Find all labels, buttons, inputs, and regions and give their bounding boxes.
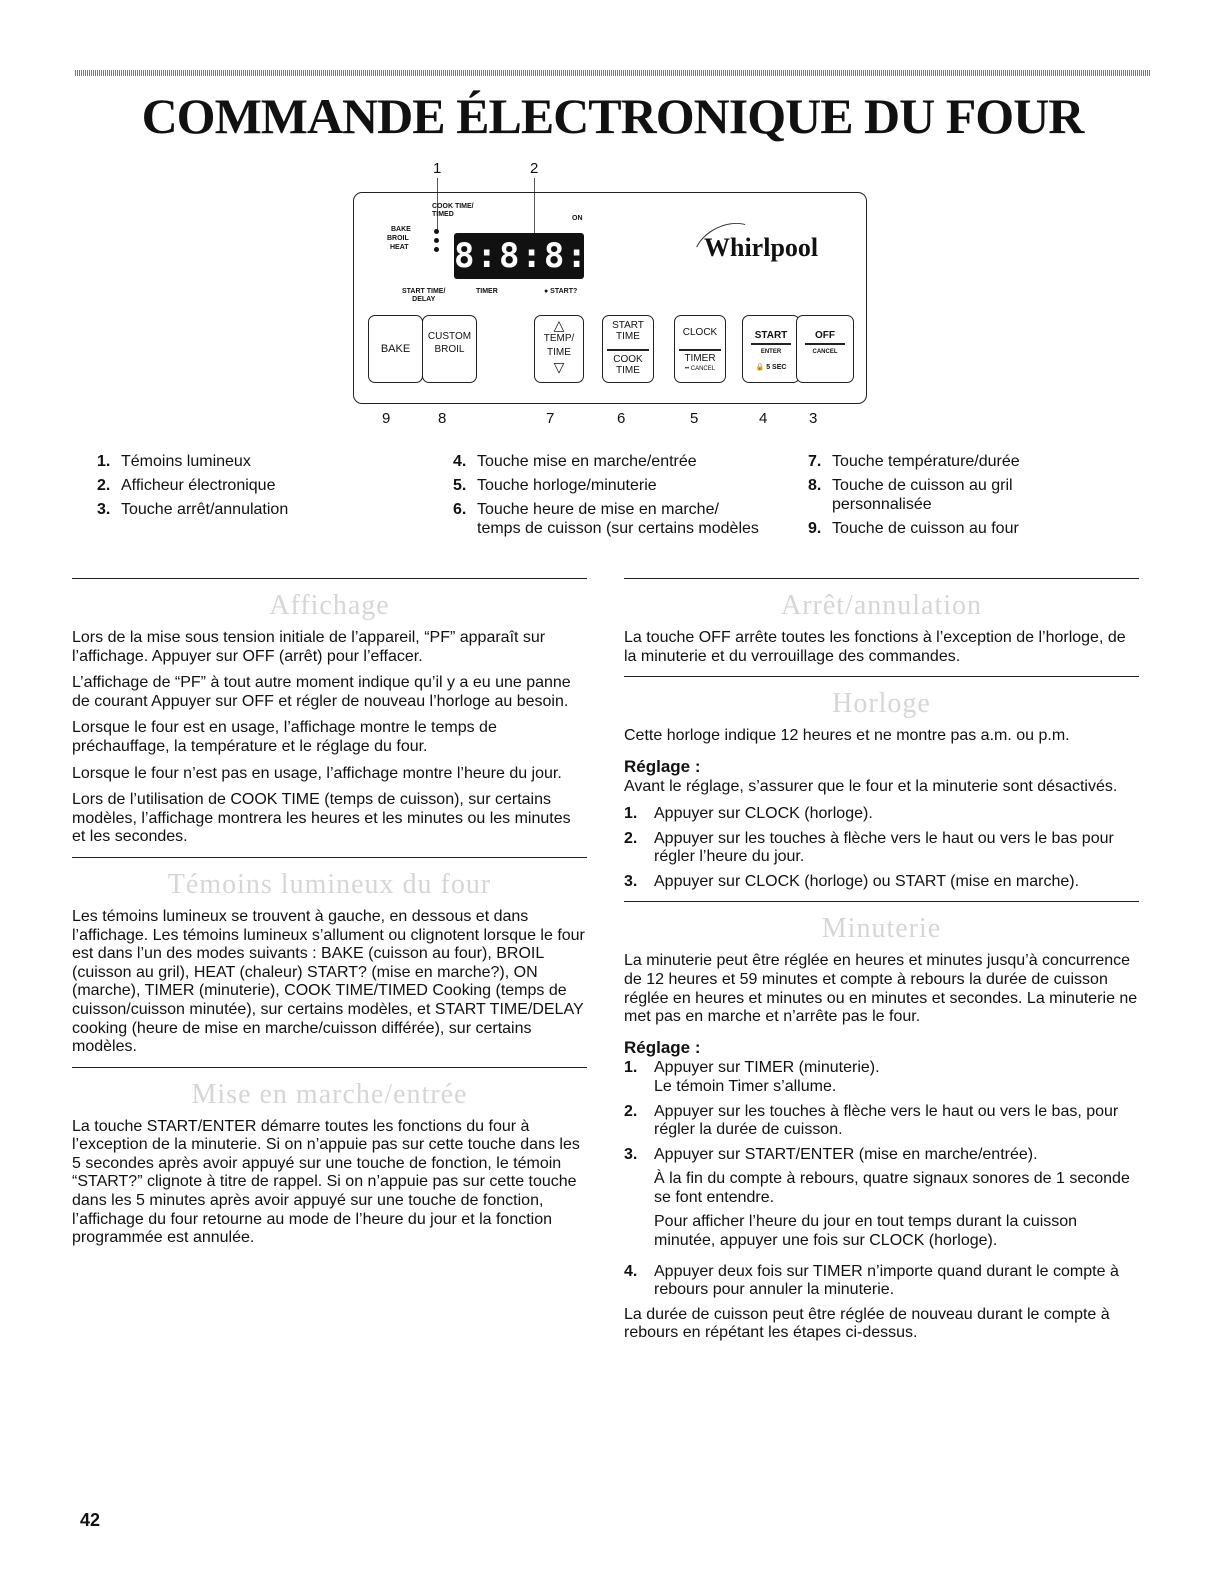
section-heading: Horloge <box>832 688 931 720</box>
callout-8: 8 <box>438 410 447 427</box>
section-heading: Affichage <box>269 590 390 621</box>
step <box>624 830 1139 867</box>
start-underline <box>751 343 791 345</box>
legend-number: 7. <box>808 453 822 470</box>
step-text: Appuyer sur les touches à flèche vers le haut ou vers le bas pour régler l’heure du jour. <box>654 829 1114 866</box>
section-horloge <box>624 676 1139 891</box>
step-number: 1. <box>624 1059 638 1077</box>
start-key-label: START <box>754 330 788 341</box>
legend-item <box>453 500 763 538</box>
bake-indicator-light <box>434 229 439 234</box>
left-column <box>72 578 587 1256</box>
paragraph: L’affichage de “PF” à tout autre moment indique qu’il y a eu une panne de courant Appuyer sur OFF et régler de nouveau l’horloge au besoin. <box>72 674 571 710</box>
step-text: Pour afficher l’heure du jour en tout temps durant la cuisson minutée, appuyer une fois sur CLOCK (horloge). <box>654 1213 1078 1250</box>
section-heading: Minuterie <box>821 913 942 945</box>
legend-item <box>808 452 1068 471</box>
callout-1: 1 <box>433 160 442 177</box>
whirlpool-logo: Whirlpool <box>704 233 819 262</box>
cook-timed-indicator-label: COOK TIME/ TIMED <box>432 203 474 218</box>
section-mise-en-marche <box>72 1067 587 1248</box>
legend-text: Touche heure de mise en marche/ temps de cuisson (sur certains modèles <box>477 501 759 537</box>
callout-7: 7 <box>546 410 555 427</box>
callout-3: 3 <box>809 410 818 427</box>
step-number: 3. <box>624 1145 638 1163</box>
legend-text: Touche de cuisson au gril personnalisée <box>832 477 1013 513</box>
step <box>624 873 1139 892</box>
legend-number: 2. <box>97 477 111 494</box>
step-text: À la fin du compte à rebours, quatre signaux sonores de 1 seconde se font entendre. <box>654 1170 1130 1206</box>
start-time-cook-time-key[interactable] <box>602 315 654 383</box>
timer-label[interactable]: TIMER <box>684 353 716 364</box>
legend-text: Afficheur électronique <box>121 477 276 494</box>
section-temoins <box>72 857 587 1057</box>
paragraph: La touche OFF arrête toutes les fonctions à l’exception de l’horloge, de la minuterie et du verrouillage des commandes. <box>624 629 1126 665</box>
legend-column-1 <box>97 452 427 524</box>
bake-key[interactable] <box>368 315 423 383</box>
heat-indicator-light <box>434 247 439 252</box>
step-number: 2. <box>624 829 638 847</box>
off-cancel-key[interactable] <box>796 315 854 383</box>
step <box>624 805 1139 824</box>
section-arret <box>624 578 1139 666</box>
oven-control-panel <box>353 192 867 404</box>
step-number: 2. <box>624 1102 638 1120</box>
step <box>624 1103 1139 1140</box>
down-arrow-icon[interactable]: ▽ <box>553 359 565 375</box>
legend-item <box>97 476 427 495</box>
enter-key-label: ENTER <box>760 349 782 355</box>
section-affichage <box>72 578 587 847</box>
heat-indicator-label: HEAT <box>390 244 409 251</box>
paragraph: Lors de la mise sous tension initiale de l’appareil, “PF” apparaît sur l’affichage. Appuyer sur OFF (arrêt) pour l’effacer. <box>72 629 546 665</box>
step-text: Appuyer sur CLOCK (horloge) ou START (mise en marche). <box>654 872 1080 890</box>
broil-indicator-light <box>434 238 439 243</box>
section-heading: Témoins lumineux du four <box>167 868 492 900</box>
callout-6: 6 <box>617 410 626 427</box>
step <box>624 1059 1139 1096</box>
legend-number: 3. <box>97 501 111 518</box>
lock-icon: 🔒 5 SEC <box>755 364 787 371</box>
step-number: 1. <box>624 804 638 822</box>
callout-9: 9 <box>382 410 391 427</box>
paragraph: Cette horloge indique 12 heures et ne montre pas a.m. ou p.m. <box>624 727 1070 745</box>
top-decorative-rule <box>75 70 1150 76</box>
step <box>624 1263 1139 1300</box>
electronic-display: 8:8:8:8 <box>454 233 584 279</box>
step-text: Appuyer sur les touches à flèche vers le haut ou vers le bas, pour régler la durée de cuisson. <box>654 1102 1119 1139</box>
step-number: 4. <box>624 1262 638 1280</box>
key-divider <box>607 349 649 351</box>
legend-number: 5. <box>453 477 467 494</box>
section-heading: Mise en marche/entrée <box>191 1078 468 1110</box>
section-minuterie <box>624 901 1139 1343</box>
subheading: Réglage : <box>624 756 701 776</box>
start-enter-key[interactable] <box>742 315 800 383</box>
up-arrow-icon[interactable]: △ <box>553 317 565 333</box>
page-title: COMMANDE ÉLECTRONIQUE DU FOUR <box>141 88 1084 144</box>
clock-label[interactable]: CLOCK <box>682 327 718 338</box>
bake-indicator-label: BAKE <box>391 226 411 233</box>
right-column <box>624 578 1139 1351</box>
legend-text: Témoins lumineux <box>121 453 251 470</box>
control-panel-figure <box>345 160 885 435</box>
subheading: Réglage : <box>624 1037 701 1057</box>
off-underline <box>805 343 845 345</box>
legend-item <box>97 500 427 519</box>
step-number: 3. <box>624 872 638 890</box>
legend-item <box>808 476 1068 514</box>
legend-column-3 <box>808 452 1068 543</box>
legend-text: Touche de cuisson au four <box>832 520 1019 537</box>
legend-number: 4. <box>453 453 467 470</box>
legend-number: 1. <box>97 453 111 470</box>
off-key-label: OFF <box>815 330 835 341</box>
cancel-key-label: CANCEL <box>812 349 838 355</box>
legend-text: Touche horloge/minuterie <box>477 477 657 494</box>
legend-item <box>453 476 763 495</box>
bake-key-label: BAKE <box>380 343 411 355</box>
legend-text: Touche température/durée <box>832 453 1020 470</box>
paragraph: La minuterie peut être réglée en heures et minutes jusqu’à concurrence de 12 heures et 59 minutes et compte à rebours la durée de cuisson réglée en heures et minutes ou en minutes et secondes. La minuterie ne met pas en marche et n’arrête pas le four. <box>624 952 1138 1026</box>
on-indicator-label: ON <box>572 215 583 222</box>
paragraph: La touche START/ENTER démarre toutes les fonctions du four à l’exception de la minuterie. Si on n’appuie pas sur cette touche dans les 5 secondes après avoir appuyé sur une touche de fonction, le témoin “START?” clignote à titre de rappel. Si on n’appuie pas sur cette touche dans les 5 minutes après avoir appuyé sur une touche de fonction, l’affichage du four retourne au mode de l’heure du jour et la fonction programmée est annulée. <box>72 1117 580 1247</box>
custom-broil-key-label: CUSTOM BROIL <box>427 331 472 355</box>
timer-cancel-sublabel: •• CANCEL <box>684 366 716 372</box>
paragraph: Avant le réglage, s’assurer que le four et la minuterie sont désactivés. <box>624 778 1118 796</box>
legend-number: 8. <box>808 477 822 494</box>
callout-4: 4 <box>759 410 768 427</box>
paragraph: Les témoins lumineux se trouvent à gauche, en dessous et dans l’affichage. Les témoins lumineux s’allument ou clignotent lorsque le four est dans l’un des modes suivants : BAKE (cuisson au four), BROIL (cuisson au gril), HEAT (chaleur) START? (mise en marche?), ON (marche), TIMER (minuterie), COOK TIME/TIMED Cooking (temps de cuisson/cuisson minutée), sur certains modèles, et START TIME/DELAY cooking (heure de mise en marche/cuisson différée), sur certains modèles. <box>72 907 585 1056</box>
step-text: Appuyer sur TIMER (minuterie). <box>654 1059 880 1077</box>
key-divider <box>679 349 721 351</box>
temp-time-key-label: TEMP/ TIME <box>543 333 575 358</box>
paragraph: Lorsque le four n’est pas en usage, l’affichage montre l’heure du jour. <box>72 764 562 782</box>
section-heading: Arrêt/annulation <box>780 590 983 621</box>
step-text: Appuyer sur START/ENTER (mise en marche/entrée). <box>654 1145 1038 1163</box>
legend-item <box>453 452 763 471</box>
legend-item <box>97 452 427 471</box>
legend-item <box>808 519 1068 538</box>
paragraph: La durée de cuisson peut être réglée de nouveau durant le compte à rebours en répétant les étapes ci-dessus. <box>624 1305 1110 1342</box>
broil-indicator-label: BROIL <box>387 235 409 242</box>
callout-5: 5 <box>690 410 699 427</box>
timer-indicator-label: TIMER <box>476 288 498 295</box>
start-time-delay-indicator-label: START TIME/ DELAY <box>402 288 446 303</box>
page-number: 42 <box>80 1510 101 1530</box>
step-text: Appuyer sur CLOCK (horloge). <box>654 804 873 822</box>
custom-broil-key[interactable] <box>422 315 477 383</box>
legend-text: Touche mise en marche/entrée <box>477 453 697 470</box>
start-question-indicator-label: ● START? <box>544 288 578 295</box>
callout-2: 2 <box>530 160 539 177</box>
step-text: Appuyer deux fois sur TIMER n’importe quand durant le compte à rebours pour annuler la minuterie. <box>654 1262 1119 1299</box>
paragraph: Lorsque le four est en usage, l’affichage montre le temps de préchauffage, la température et le réglage du four. <box>72 719 497 755</box>
temp-time-key[interactable] <box>534 315 584 383</box>
clock-timer-key[interactable] <box>674 315 726 383</box>
legend-column-2 <box>453 452 763 543</box>
step <box>624 1146 1139 1257</box>
paragraph: Lors de l’utilisation de COOK TIME (temps de cuisson), sur certains modèles, l’affichage montrera les heures et les minutes ou les minutes et les secondes. <box>72 791 571 846</box>
cook-time-label[interactable]: COOK TIME <box>613 354 643 376</box>
start-time-label[interactable]: START TIME <box>612 320 644 342</box>
legend-number: 9. <box>808 520 822 537</box>
legend-number: 6. <box>453 501 467 518</box>
step-text: Le témoin Timer s’allume. <box>654 1077 837 1095</box>
legend-text: Touche arrêt/annulation <box>121 501 289 518</box>
